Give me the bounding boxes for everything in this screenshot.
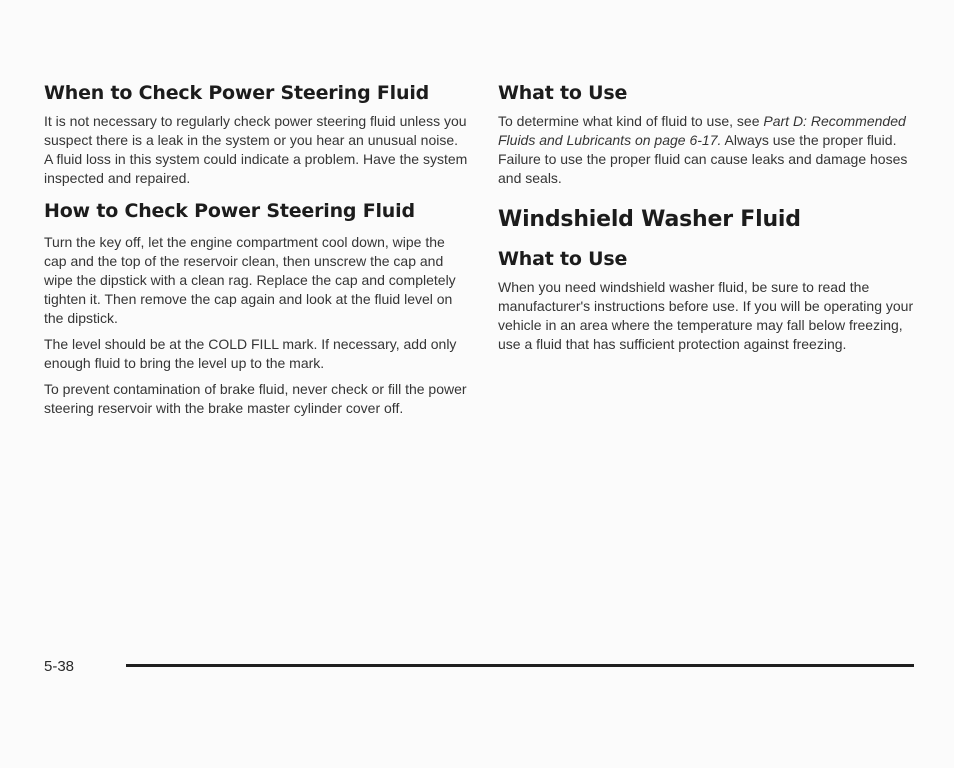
heading-how-to-check: How to Check Power Steering Fluid — [44, 200, 415, 222]
left-column — [44, 78, 469, 426]
heading-what-to-use-2: What to Use — [498, 248, 628, 270]
paragraph-when-to-check: It is not necessary to regularly check power steering fluid unless you suspect there is a leak in the system or you hear an unusual noise. A fluid loss in this system could indicate a problem. Have the system inspected and repaired. — [44, 113, 468, 186]
section-when-to-check — [44, 78, 469, 188]
section-what-to-use-washer — [498, 244, 923, 354]
heading-what-to-use-1: What to Use — [498, 82, 628, 104]
heading-when-to-check: When to Check Power Steering Fluid — [44, 82, 430, 104]
reference-link[interactable]: Part D: Recommended Fluids and Lubricants on page 6-17. — [498, 113, 906, 148]
paragraph-what-to-use-1 — [498, 112, 923, 188]
paragraph-how-to-check-2: The level should be at the COLD FILL mark. If necessary, add only enough fluid to bring the level up to the mark. — [44, 336, 457, 371]
page-number: 5-38 — [44, 658, 75, 675]
text-before-reference: To determine what kind of fluid to use, see — [498, 113, 764, 129]
footer-rule-divider — [126, 664, 914, 667]
paragraph-how-to-check-1: Turn the key off, let the engine compartment cool down, wipe the cap and the top of the reservoir clean, then unscrew the cap and wipe the dipstick with a clean rag. Replace the cap and completely tighten it. Then remove the cap again and look at the fluid level on the dipstick. — [44, 234, 456, 326]
paragraph-how-to-check-3: To prevent contamination of brake fluid, never check or fill the power steering reservoir with the brake master cylinder cover off. — [44, 381, 467, 416]
paragraph-what-to-use-2: When you need windshield washer fluid, be sure to read the manufacturer's instructions before use. If you will be operating your vehicle in an area where the temperature may fall below freezing, use a fluid that has sufficient protection against freezing. — [498, 279, 914, 352]
section-how-to-check — [44, 196, 469, 418]
heading-windshield-washer-fluid: Windshield Washer Fluid — [498, 207, 801, 232]
text-after-reference: Always use the proper fluid. Failure to use the proper fluid can cause leaks and damage hoses and seals. — [498, 132, 908, 186]
right-column — [498, 78, 923, 362]
section-what-to-use-power-steering — [498, 78, 923, 188]
section-windshield-washer-fluid — [498, 204, 923, 236]
